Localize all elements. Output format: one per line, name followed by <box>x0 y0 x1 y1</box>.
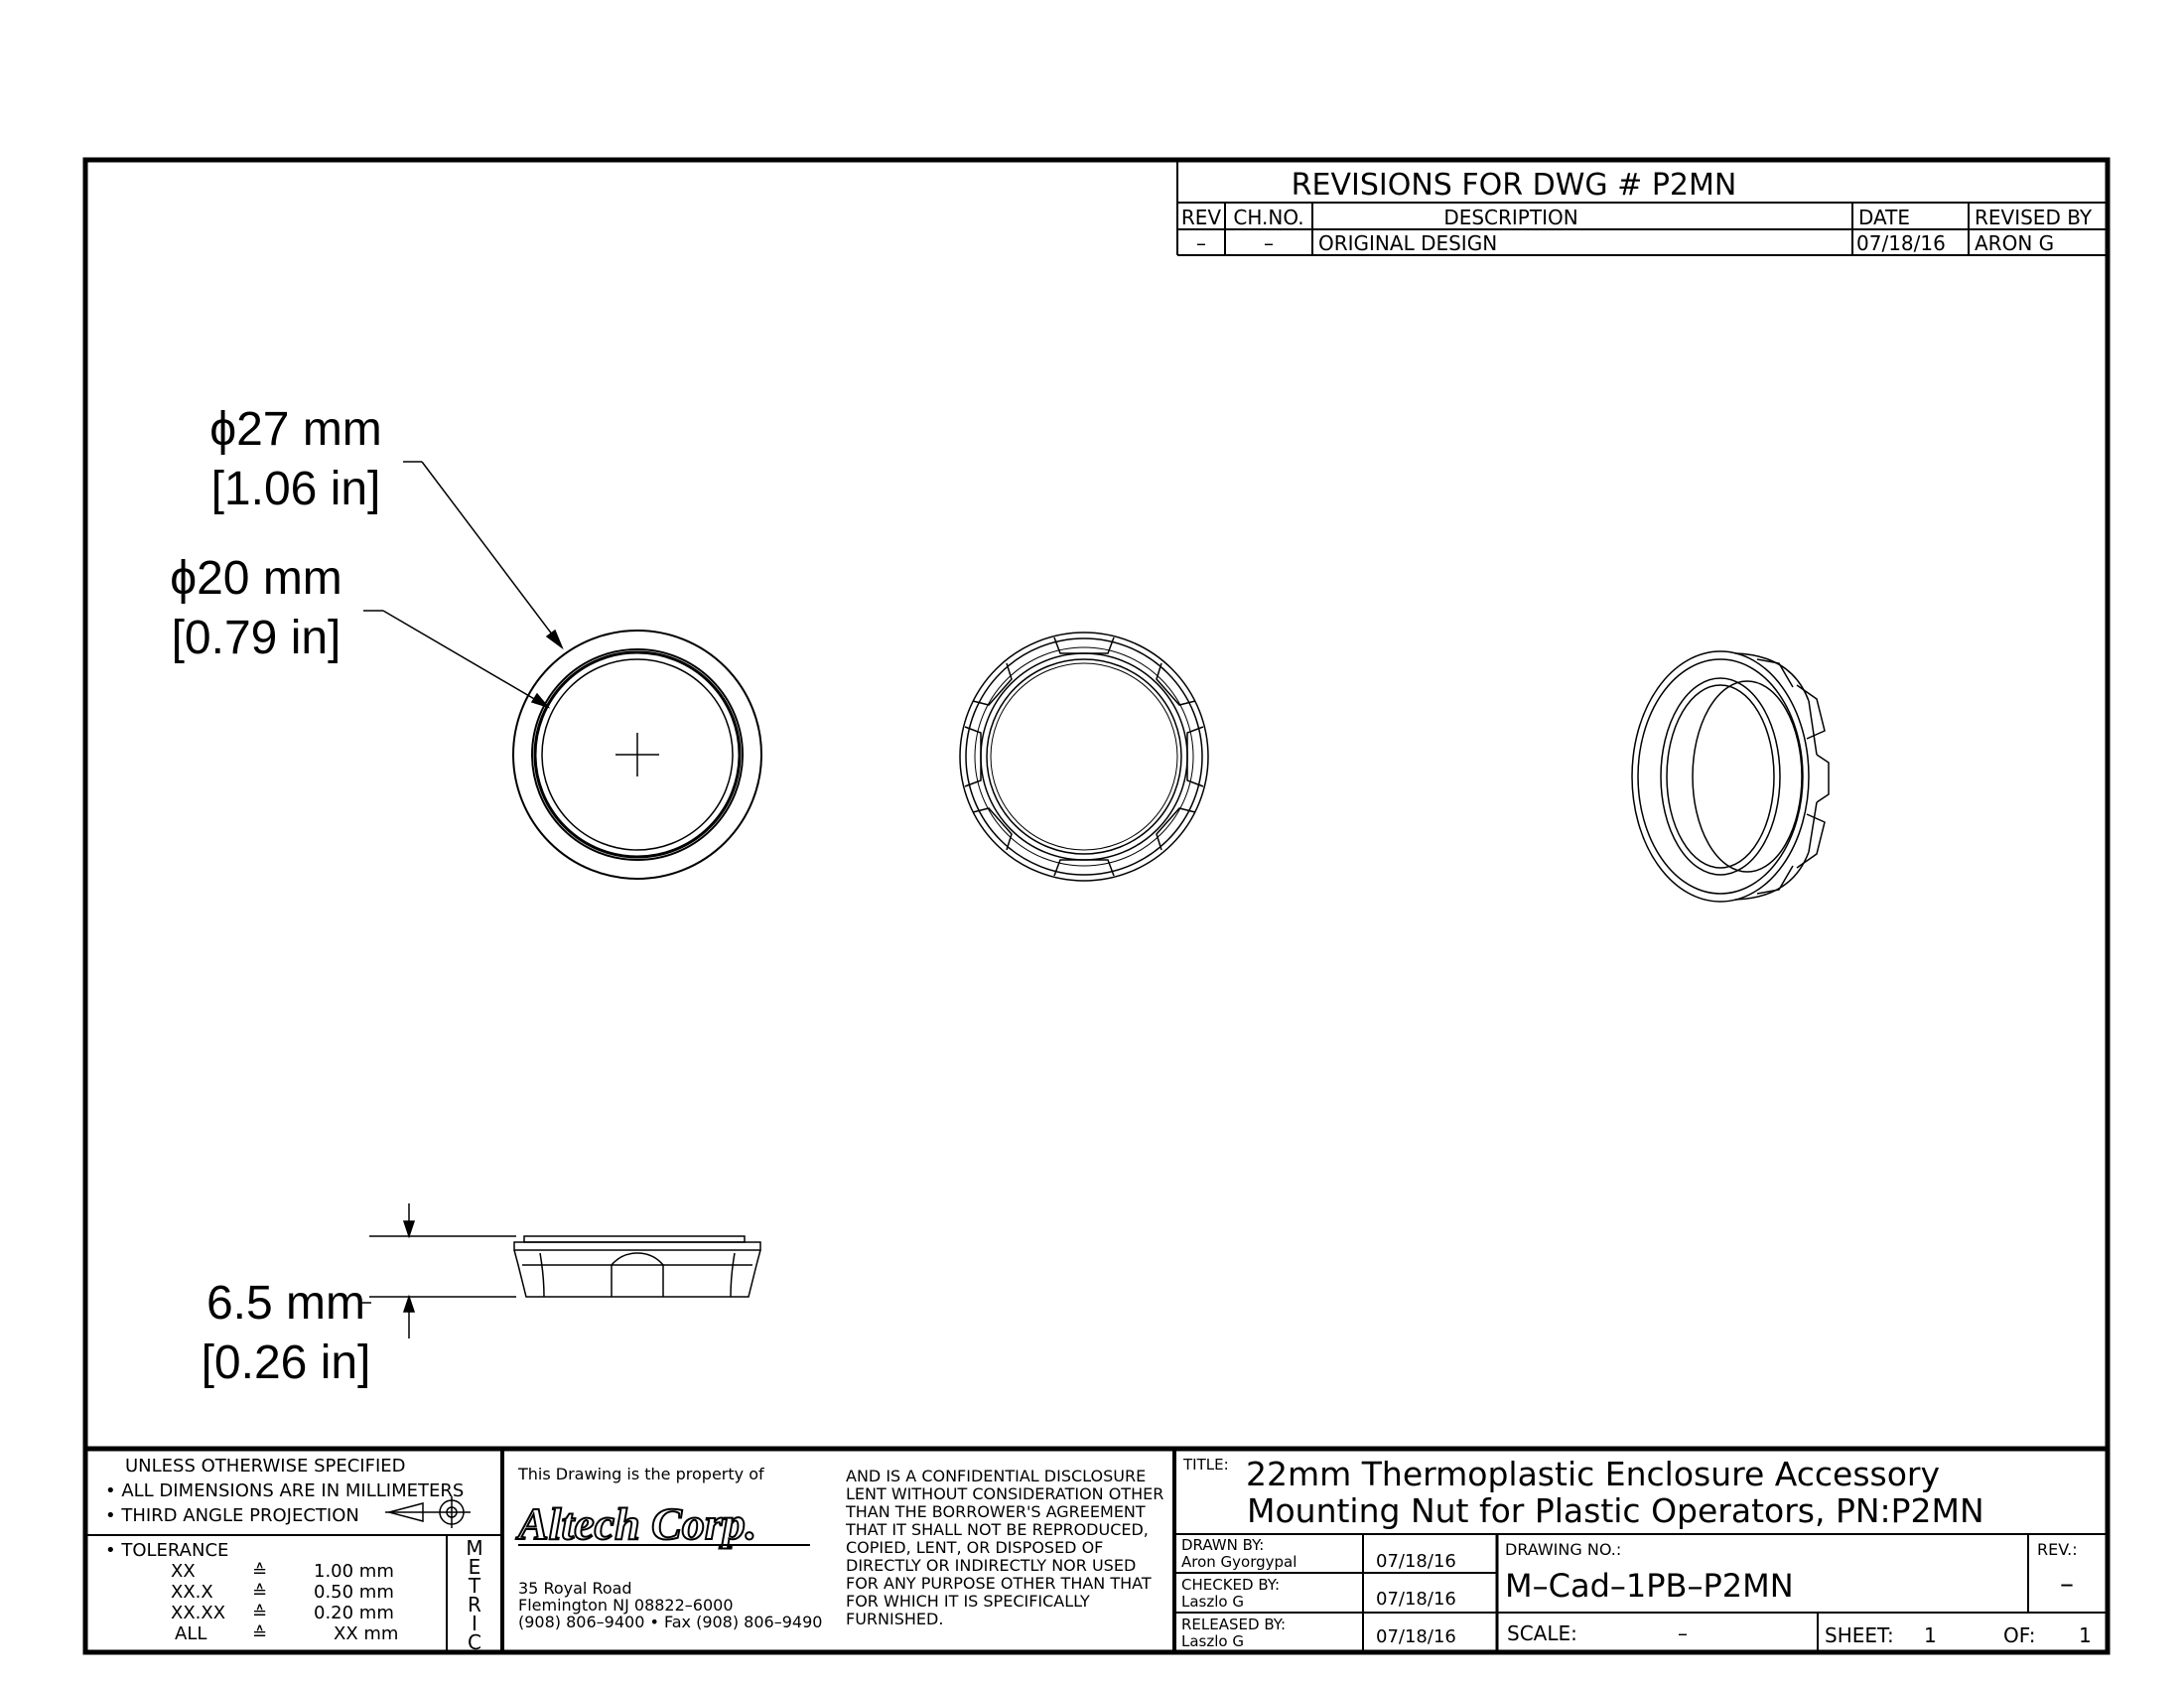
confidential-line: LENT WITHOUT CONSIDERATION OTHER <box>846 1484 1164 1503</box>
revised-by-header: REVISED BY <box>1975 206 2093 229</box>
tolerance-table <box>171 1561 398 1644</box>
outer-diameter-in: [1.06 in] <box>210 463 381 515</box>
released-by-label: RELEASED BY: <box>1181 1616 1287 1633</box>
drawing-number-label: DRAWING NO.: <box>1505 1540 1622 1559</box>
date-cell: 07/18/16 <box>1856 231 1946 255</box>
chno-header: CH.NO. <box>1233 206 1304 229</box>
confidential-line: THAN THE BORROWER'S AGREEMENT <box>846 1502 1146 1521</box>
side-view <box>514 1236 760 1297</box>
drawing-border <box>85 160 2108 1652</box>
confidential-line: DIRECTLY OR INDIRECTLY NOR USED <box>846 1556 1137 1575</box>
height-mm: 6.5 mm <box>205 1277 366 1330</box>
rev-cell: – <box>1196 231 1206 255</box>
drawing-title-line1: 22mm Thermoplastic Enclosure Accessory <box>1246 1455 1941 1493</box>
rev-label: REV.: <box>2037 1540 2078 1559</box>
all-dimensions-note: • ALL DIMENSIONS ARE IN MILLIMETERS <box>105 1480 465 1501</box>
confidential-line: COPIED, LENT, OR DISPOSED OF <box>846 1538 1104 1557</box>
revised-by-cell: ARON G <box>1975 231 2055 255</box>
outer-diameter-mm: ϕ27 mm <box>209 403 382 456</box>
description-header: DESCRIPTION <box>1443 206 1578 229</box>
dimension-leaders <box>363 462 562 707</box>
confidential-line: FOR ANY PURPOSE OTHER THAN THAT <box>846 1574 1152 1593</box>
tolerance-key: XX.XX <box>171 1603 226 1623</box>
of-value: 1 <box>2079 1623 2092 1647</box>
released-by-name: Laszlo G <box>1181 1632 1244 1650</box>
company-address-line2: Flemington NJ 08822–6000 <box>518 1596 734 1615</box>
checked-by-label: CHECKED BY: <box>1181 1576 1281 1594</box>
checked-by-name: Laszlo G <box>1181 1593 1244 1611</box>
tolerance-symbol: ≙ <box>252 1582 268 1603</box>
sheet-value: 1 <box>1924 1623 1937 1647</box>
tolerance-value: 1.00 mm <box>314 1561 394 1582</box>
tolerance-label: • TOLERANCE <box>105 1540 229 1561</box>
tolerance-key: XX.X <box>171 1582 213 1603</box>
drawn-date: 07/18/16 <box>1376 1551 1456 1572</box>
rev-header: REV <box>1180 206 1222 229</box>
description-cell: ORIGINAL DESIGN <box>1318 231 1498 255</box>
date-header: DATE <box>1858 206 1911 229</box>
metric-letter: C <box>468 1630 481 1654</box>
title-label: TITLE: <box>1183 1456 1229 1474</box>
inner-diameter-in: [0.79 in] <box>171 612 341 664</box>
confidentiality-notice <box>845 1467 1163 1628</box>
checked-date: 07/18/16 <box>1376 1589 1456 1610</box>
drawing-title-line2: Mounting Nut for Plastic Operators, PN:P2MN <box>1247 1491 1984 1530</box>
unless-specified-note: UNLESS OTHERWISE SPECIFIED <box>125 1456 406 1477</box>
metric-letter: R <box>468 1593 481 1617</box>
confidential-line: AND IS A CONFIDENTIAL DISCLOSURE <box>846 1467 1147 1485</box>
metric-letter: T <box>468 1574 481 1598</box>
released-date: 07/18/16 <box>1376 1626 1456 1647</box>
height-in: [0.26 in] <box>201 1336 371 1389</box>
scale-value: – <box>1678 1621 1688 1645</box>
height-dimension-lines <box>359 1203 516 1338</box>
inner-diameter-mm: ϕ20 mm <box>170 552 342 605</box>
sheet-label: SHEET: <box>1825 1623 1894 1647</box>
tolerance-key: ALL <box>175 1623 207 1644</box>
isometric-view <box>1632 651 1829 902</box>
confidential-line: THAT IT SHALL NOT BE REPRODUCED, <box>846 1520 1149 1539</box>
drawing-number: M–Cad–1PB–P2MN <box>1505 1567 1794 1605</box>
rev-value: – <box>2060 1567 2074 1600</box>
tolerance-value: XX mm <box>334 1623 399 1644</box>
tolerance-symbol: ≙ <box>252 1561 268 1582</box>
tolerance-value: 0.20 mm <box>314 1603 394 1623</box>
chno-cell: – <box>1264 231 1274 255</box>
tolerance-key: XX <box>171 1561 196 1582</box>
scale-label: SCALE: <box>1507 1621 1577 1645</box>
company-logo: Altech Corp. <box>518 1498 757 1549</box>
drawn-by-name: Aron Gyorgypal <box>1181 1553 1297 1571</box>
drawn-by-label: DRAWN BY: <box>1181 1536 1265 1554</box>
metric-letter: E <box>468 1555 481 1579</box>
of-label: OF: <box>2003 1623 2036 1647</box>
company-address-line1: 35 Royal Road <box>518 1579 632 1598</box>
tolerance-symbol: ≙ <box>252 1623 268 1644</box>
confidential-line: FOR WHICH IT IS SPECIFICALLY <box>846 1592 1090 1611</box>
property-of-note: This Drawing is the property of <box>518 1465 764 1483</box>
back-view <box>960 633 1208 881</box>
front-view <box>513 631 761 879</box>
tolerance-value: 0.50 mm <box>314 1582 394 1603</box>
confidential-line: FURNISHED. <box>846 1610 944 1628</box>
third-angle-note: • THIRD ANGLE PROJECTION <box>105 1505 359 1526</box>
metric-label <box>466 1536 482 1654</box>
metric-letter: M <box>466 1536 483 1560</box>
metric-letter: I <box>472 1612 478 1635</box>
tolerance-symbol: ≙ <box>252 1603 268 1623</box>
company-phone: (908) 806–9400 • Fax (908) 806–9490 <box>518 1613 823 1631</box>
revisions-title: REVISIONS FOR DWG # P2MN <box>1291 168 1737 203</box>
